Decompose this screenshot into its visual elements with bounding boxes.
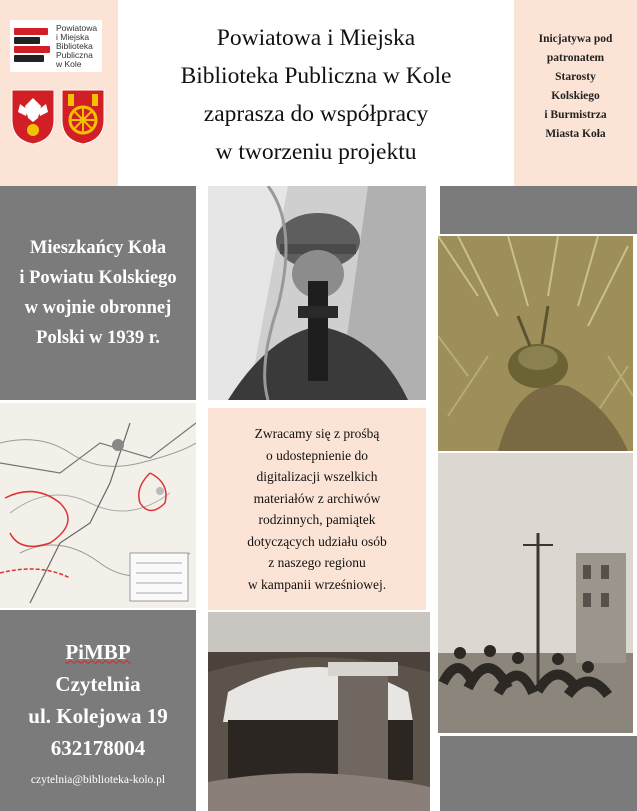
- request-line: w kampanii wrześniowej.: [247, 576, 387, 592]
- residents-line: i Powiatu Kolskiego: [19, 268, 177, 288]
- library-logo-icon: [14, 26, 52, 66]
- residents-panel: [0, 186, 196, 400]
- contact-phone: 632178004: [50, 735, 146, 760]
- title-line: Biblioteka Publiczna w Kole: [180, 63, 452, 89]
- cavalry-photo: [438, 453, 633, 733]
- header-title: [118, 0, 514, 186]
- contact-address: ul. Kolejowa 19: [28, 703, 168, 728]
- contact-email: czytelnia@biblioteka-kolo.pl: [30, 773, 166, 786]
- title-line: w tworzeniu projektu: [215, 139, 417, 165]
- request-line: rodzinnych, pamiątek: [258, 512, 376, 527]
- logo-panel: [0, 0, 118, 186]
- request-line: digitalizacji wszelkich: [256, 469, 378, 484]
- decor-strip: [440, 186, 637, 234]
- request-panel: [208, 408, 426, 610]
- patron-line: Miasta Koła: [545, 128, 606, 140]
- patron-line: Inicjatywa pod: [538, 33, 613, 45]
- decor-strip: [440, 736, 637, 811]
- title-line: zaprasza do współpracy: [203, 101, 429, 127]
- patronage-panel: [514, 0, 637, 186]
- historic-map-image: [0, 403, 196, 608]
- residents-line: w wojnie obronnej: [24, 298, 172, 318]
- county-crest-icon: [10, 88, 56, 146]
- request-line: materiałów z archiwów: [253, 490, 381, 506]
- patron-line: Kolskiego: [551, 90, 600, 102]
- town-crest-icon: [60, 88, 106, 146]
- patron-line: i Burmistrza: [544, 109, 607, 121]
- request-line: o udostepnienie do: [266, 447, 368, 463]
- contact-name: PiMBP: [65, 639, 131, 664]
- library-logo: [10, 20, 102, 72]
- library-logo-text: Powiatowa i Miejska Biblioteka Publiczna w Kole: [56, 22, 98, 69]
- coats-of-arms: [10, 88, 106, 148]
- request-line: z naszego regionu: [268, 555, 366, 570]
- contact-panel: [0, 610, 196, 811]
- residents-line: Polski w 1939 r.: [36, 328, 160, 348]
- request-line: Zwracamy się z prośbą: [254, 426, 380, 441]
- residents-line: Mieszkańcy Koła: [29, 238, 167, 258]
- contact-place: Czytelnia: [55, 671, 141, 696]
- patron-line: patronatem: [546, 52, 605, 64]
- helmet-photo: [438, 236, 633, 451]
- title-line: Powiatowa i Miejska: [216, 25, 416, 51]
- patron-line: Starosty: [555, 71, 596, 83]
- bunker-photo: [208, 612, 430, 811]
- request-line: dotyczących udziału osób: [247, 533, 387, 549]
- soldier-photo: [208, 186, 426, 400]
